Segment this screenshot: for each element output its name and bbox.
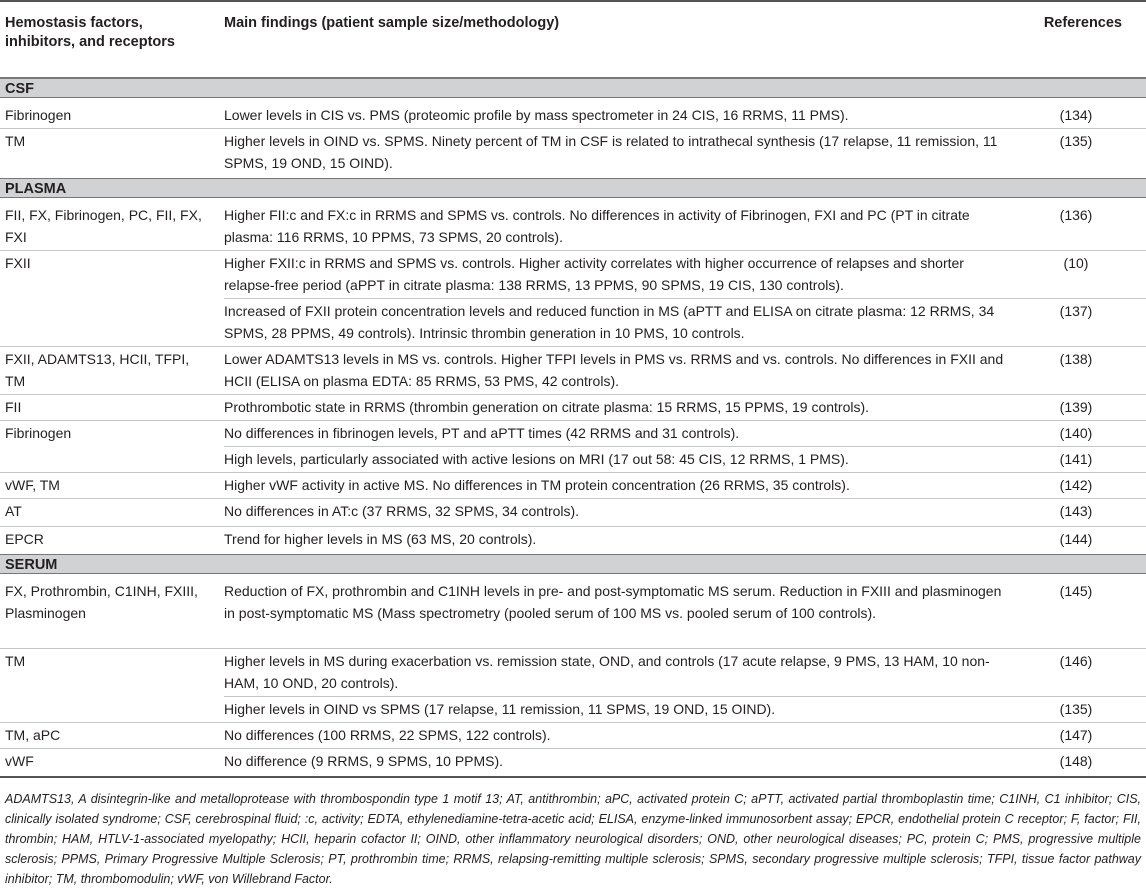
table-footnote: ADAMTS13, A disintegrin-like and metalloprotease with thrombospondin type 1 motif 13; AT, antithrombin; aPC, activated protein C; aPTT, activated partial thromboplastin time; C1INH, C1 inhibitor; CIS, clinically isolated syndrome; CSF, cerebrospinal fluid; :c, activity; EDTA, ethylenediamine-tetra-acetic acid; ELISA, enzyme-linked immunosorbent assay; EPCR, endothelial protein C receptor; F, factor; FII, thrombin; HAM, HTLV-1-associated myelopathy; HCII, heparin cofactor II; OIND, other inflammatory neurological disorders; OND, other neurological diseases; PC, protein C; PMS, progressive multiple sclerosis; PPMS, Primary Progressive Multiple Sclerosis; PT, prothrombin time; RRMS, relapsing-remitting multiple sclerosis; SPMS, secondary progressive multiple sclerosis; TFPI, tissue factor pathway inhibitor; TM, thrombomodulin; vWF, von Willebrand Factor. xyxy=(5,792,1141,886)
finding-cell: Higher levels in MS during exacerbation vs. remission state, OND, and controls (17 acute relapse, 9 PMS, 13 HAM, 10 non-HAM, 10 OND, 20 controls). xyxy=(224,653,990,691)
finding-cell: Higher levels in OIND vs. SPMS. Ninety percent of TM in CSF is related to intrathecal synthesis (17 relapse, 11 remission, 11 SPMS, 19 OND, 15 OIND). xyxy=(224,133,998,171)
row-divider xyxy=(0,526,1146,527)
section-title: PLASMA xyxy=(5,181,67,197)
reference-link[interactable]: (147) xyxy=(1059,727,1093,743)
finding-cell: Trend for higher levels in MS (63 MS, 20 controls). xyxy=(224,531,537,547)
factor-cell: vWF, TM xyxy=(5,477,60,493)
factor-cell: FX, Prothrombin, C1INH, FXIII, Plasminogen xyxy=(5,583,198,621)
section-title: SERUM xyxy=(5,557,58,573)
factor-cell: FII xyxy=(5,399,22,415)
factor-cell: AT xyxy=(5,503,22,519)
row-divider xyxy=(0,648,1146,649)
reference-link[interactable]: (138) xyxy=(1059,351,1093,367)
row-divider xyxy=(0,394,1146,395)
finding-cell: Lower ADAMTS13 levels in MS vs. controls. Higher TFPI levels in PMS vs. RRMS and vs. controls. No differences in FXII and HCII (ELISA on plasma EDTA: 85 RRMS, 53 PMS, 42 controls). xyxy=(224,351,1004,389)
finding-cell: Prothrombotic state in RRMS (thrombin generation on citrate plasma: 15 RRMS, 15 PPMS, 19 controls). xyxy=(224,399,870,415)
finding-cell: High levels, particularly associated with active lesions on MRI (17 out 58: 45 CIS, 12 RRMS, 1 PMS). xyxy=(224,451,849,467)
factor-cell: FXII, ADAMTS13, HCII, TFPI, TM xyxy=(5,351,190,389)
reference-link[interactable]: (141) xyxy=(1059,451,1093,467)
reference-link[interactable]: (139) xyxy=(1059,399,1093,415)
header-references: References xyxy=(1043,15,1122,31)
table-header xyxy=(0,0,1146,78)
finding-cell: Lower levels in CIS vs. PMS (proteomic profile by mass spectrometer in 24 CIS, 16 RRMS, 11 PMS). xyxy=(224,107,849,123)
bottom-rule xyxy=(0,776,1146,778)
factor-cell: vWF xyxy=(5,753,34,769)
reference-link[interactable]: (135) xyxy=(1059,133,1093,149)
reference-link[interactable]: (145) xyxy=(1059,583,1093,599)
reference-link[interactable]: (142) xyxy=(1059,477,1093,493)
factor-cell: FII, FX, Fibrinogen, PC, FII, FX, FXI xyxy=(5,207,202,245)
row-divider xyxy=(0,748,1146,749)
section-serum xyxy=(0,554,1146,574)
factor-cell: EPCR xyxy=(5,531,44,547)
section-csf xyxy=(0,78,1146,98)
reference-link[interactable]: (10) xyxy=(1063,255,1089,271)
row-divider xyxy=(224,696,1146,697)
row-divider xyxy=(0,472,1146,473)
finding-cell: Reduction of FX, prothrombin and C1INH levels in pre- and post-symptomatic MS serum. Reduction in FXIII and plasminogen in post-symptomatic MS (Mass spectrometry (pooled serum of 100 MS vs. pooled serum of 100 controls). xyxy=(224,583,1002,621)
factor-cell: Fibrinogen xyxy=(5,107,72,123)
factor-cell: TM xyxy=(5,653,26,669)
finding-cell: Increased of FXII protein concentration levels and reduced function in MS (aPTT and ELISA on citrate plasma: 12 RRMS, 34 SPMS, 28 PPMS, 49 controls). Intrinsic thrombin generation in 10 PMS, 10 controls. xyxy=(224,303,995,341)
finding-cell: No differences in AT:c (37 RRMS, 32 SPMS, 34 controls). xyxy=(224,503,580,519)
finding-cell: Higher levels in OIND vs SPMS (17 relapse, 11 remission, 11 SPMS, 19 OND, 15 OIND). xyxy=(224,701,776,717)
reference-link[interactable]: (134) xyxy=(1059,107,1093,123)
finding-cell: Higher FXII:c in RRMS and SPMS vs. controls. Higher activity correlates with higher occurrence of relapses and shorter relapse-free period (aPPT in citrate plasma: 138 RRMS, 13 PPMS, 90 SPMS, 19 CIS, 130 controls). xyxy=(224,255,964,293)
factor-cell: TM, aPC xyxy=(5,727,61,743)
reference-link[interactable]: (148) xyxy=(1059,753,1093,769)
section-plasma xyxy=(0,178,1146,198)
reference-link[interactable]: (136) xyxy=(1059,207,1093,223)
row-divider xyxy=(224,298,1146,299)
reference-link[interactable]: (143) xyxy=(1059,503,1093,519)
row-divider xyxy=(0,250,1146,251)
reference-link[interactable]: (135) xyxy=(1059,701,1093,717)
finding-cell: No differences in fibrinogen levels, PT and aPTT times (42 RRMS and 31 controls). xyxy=(224,425,740,441)
reference-link[interactable]: (146) xyxy=(1059,653,1093,669)
row-divider xyxy=(0,128,1146,129)
header-findings: Main findings (patient sample size/methodology) xyxy=(224,15,560,31)
row-divider xyxy=(224,446,1146,447)
reference-link[interactable]: (144) xyxy=(1059,531,1093,547)
finding-cell: Higher FII:c and FX:c in RRMS and SPMS vs. controls. No differences in activity of Fibrinogen, FXI and PC (PT in citrate plasma: 116 RRMS, 10 PPMS, 73 SPMS, 20 controls). xyxy=(224,207,970,245)
reference-link[interactable]: (140) xyxy=(1059,425,1093,441)
section-title: CSF xyxy=(5,81,34,97)
row-divider xyxy=(0,420,1146,421)
factor-cell: TM xyxy=(5,133,26,149)
row-divider xyxy=(0,498,1146,499)
reference-link[interactable]: (137) xyxy=(1059,303,1093,319)
factor-cell: Fibrinogen xyxy=(5,425,72,441)
finding-cell: No differences (100 RRMS, 22 SPMS, 122 controls). xyxy=(224,727,551,743)
finding-cell: No difference (9 RRMS, 9 SPMS, 10 PPMS). xyxy=(224,753,504,769)
header-factors: Hemostasis factors, inhibitors, and receptors xyxy=(5,15,175,50)
finding-cell: Higher vWF activity in active MS. No differences in TM protein concentration (26 RRMS, 35 controls). xyxy=(224,477,850,493)
factor-cell: FXII xyxy=(5,255,31,271)
row-divider xyxy=(0,346,1146,347)
row-divider xyxy=(0,722,1146,723)
